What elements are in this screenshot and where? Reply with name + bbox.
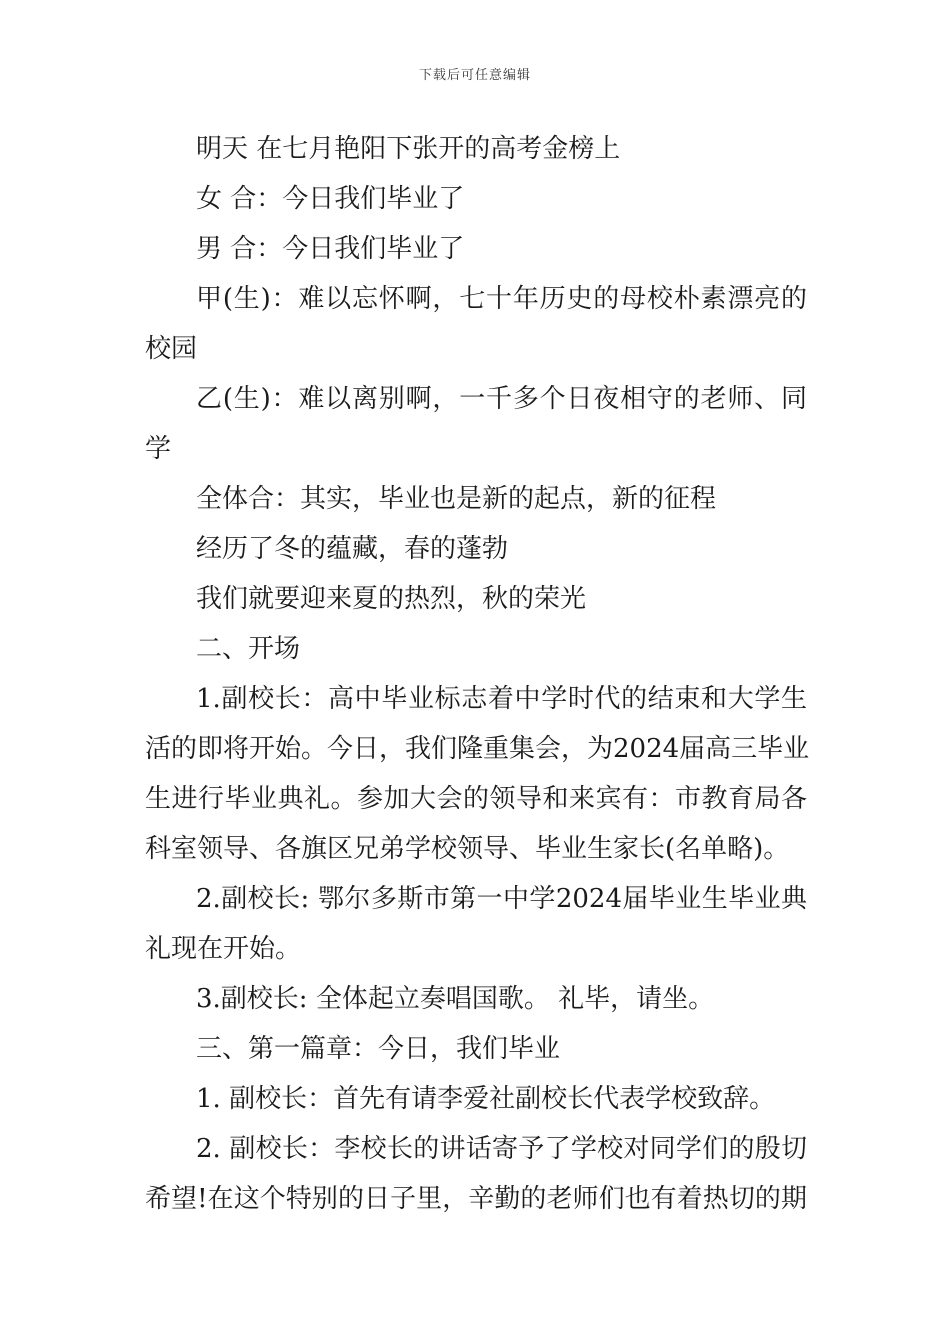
text-line: 2. 副校长：李校长的讲话寄予了学校对同学们的殷切 — [196, 1134, 807, 1164]
section-heading: 三、第一篇章：今日，我们毕业 — [196, 1034, 561, 1064]
text-line: 甲(生)：难以忘怀啊，七十年历史的母校朴素漂亮的 — [196, 284, 807, 314]
text-line: 礼现在开始。 — [145, 934, 302, 964]
page-header: 下载后可任意编辑 — [418, 68, 531, 83]
text-line: 乙(生)：难以离别啊，一千多个日夜相守的老师、同 — [196, 384, 807, 414]
text-line: 全体合：其实，毕业也是新的起点，新的征程 — [196, 484, 717, 514]
text-line: 我们就要迎来夏的热烈，秋的荣光 — [196, 584, 587, 614]
text-line: 1. 副校长：首先有请李爱社副校长代表学校致辞。 — [196, 1084, 776, 1114]
text-line: 希望!在这个特别的日子里，辛勤的老师们也有着热切的期 — [145, 1184, 807, 1214]
text-line: 科室领导、各旗区兄弟学校领导、毕业生家长(名单略)。 — [145, 834, 790, 864]
text-line: 2.副校长: 鄂尔多斯市第一中学2024届毕业生毕业典 — [196, 884, 807, 914]
text-line: 3.副校长: 全体起立奏唱国歌。 礼毕，请坐。 — [196, 984, 715, 1014]
section-heading: 二、开场 — [196, 634, 301, 664]
text-line: 学 — [145, 434, 172, 464]
text-line: 明天 在七月艳阳下张开的高考金榜上 — [196, 134, 621, 164]
text-line: 女 合：今日我们毕业了 — [196, 184, 465, 214]
text-line: 男 合：今日我们毕业了 — [196, 234, 465, 264]
text-line: 活的即将开始。今日，我们隆重集会，为2024届高三毕业 — [145, 734, 810, 764]
text-line: 校园 — [145, 334, 198, 364]
text-line: 1.副校长：高中毕业标志着中学时代的结束和大学生 — [196, 684, 807, 714]
text-line: 经历了冬的蕴藏，春的蓬勃 — [196, 534, 509, 564]
document-body — [145, 124, 810, 1224]
text-line: 生进行毕业典礼。参加大会的领导和来宾有：市教育局各 — [145, 784, 807, 814]
